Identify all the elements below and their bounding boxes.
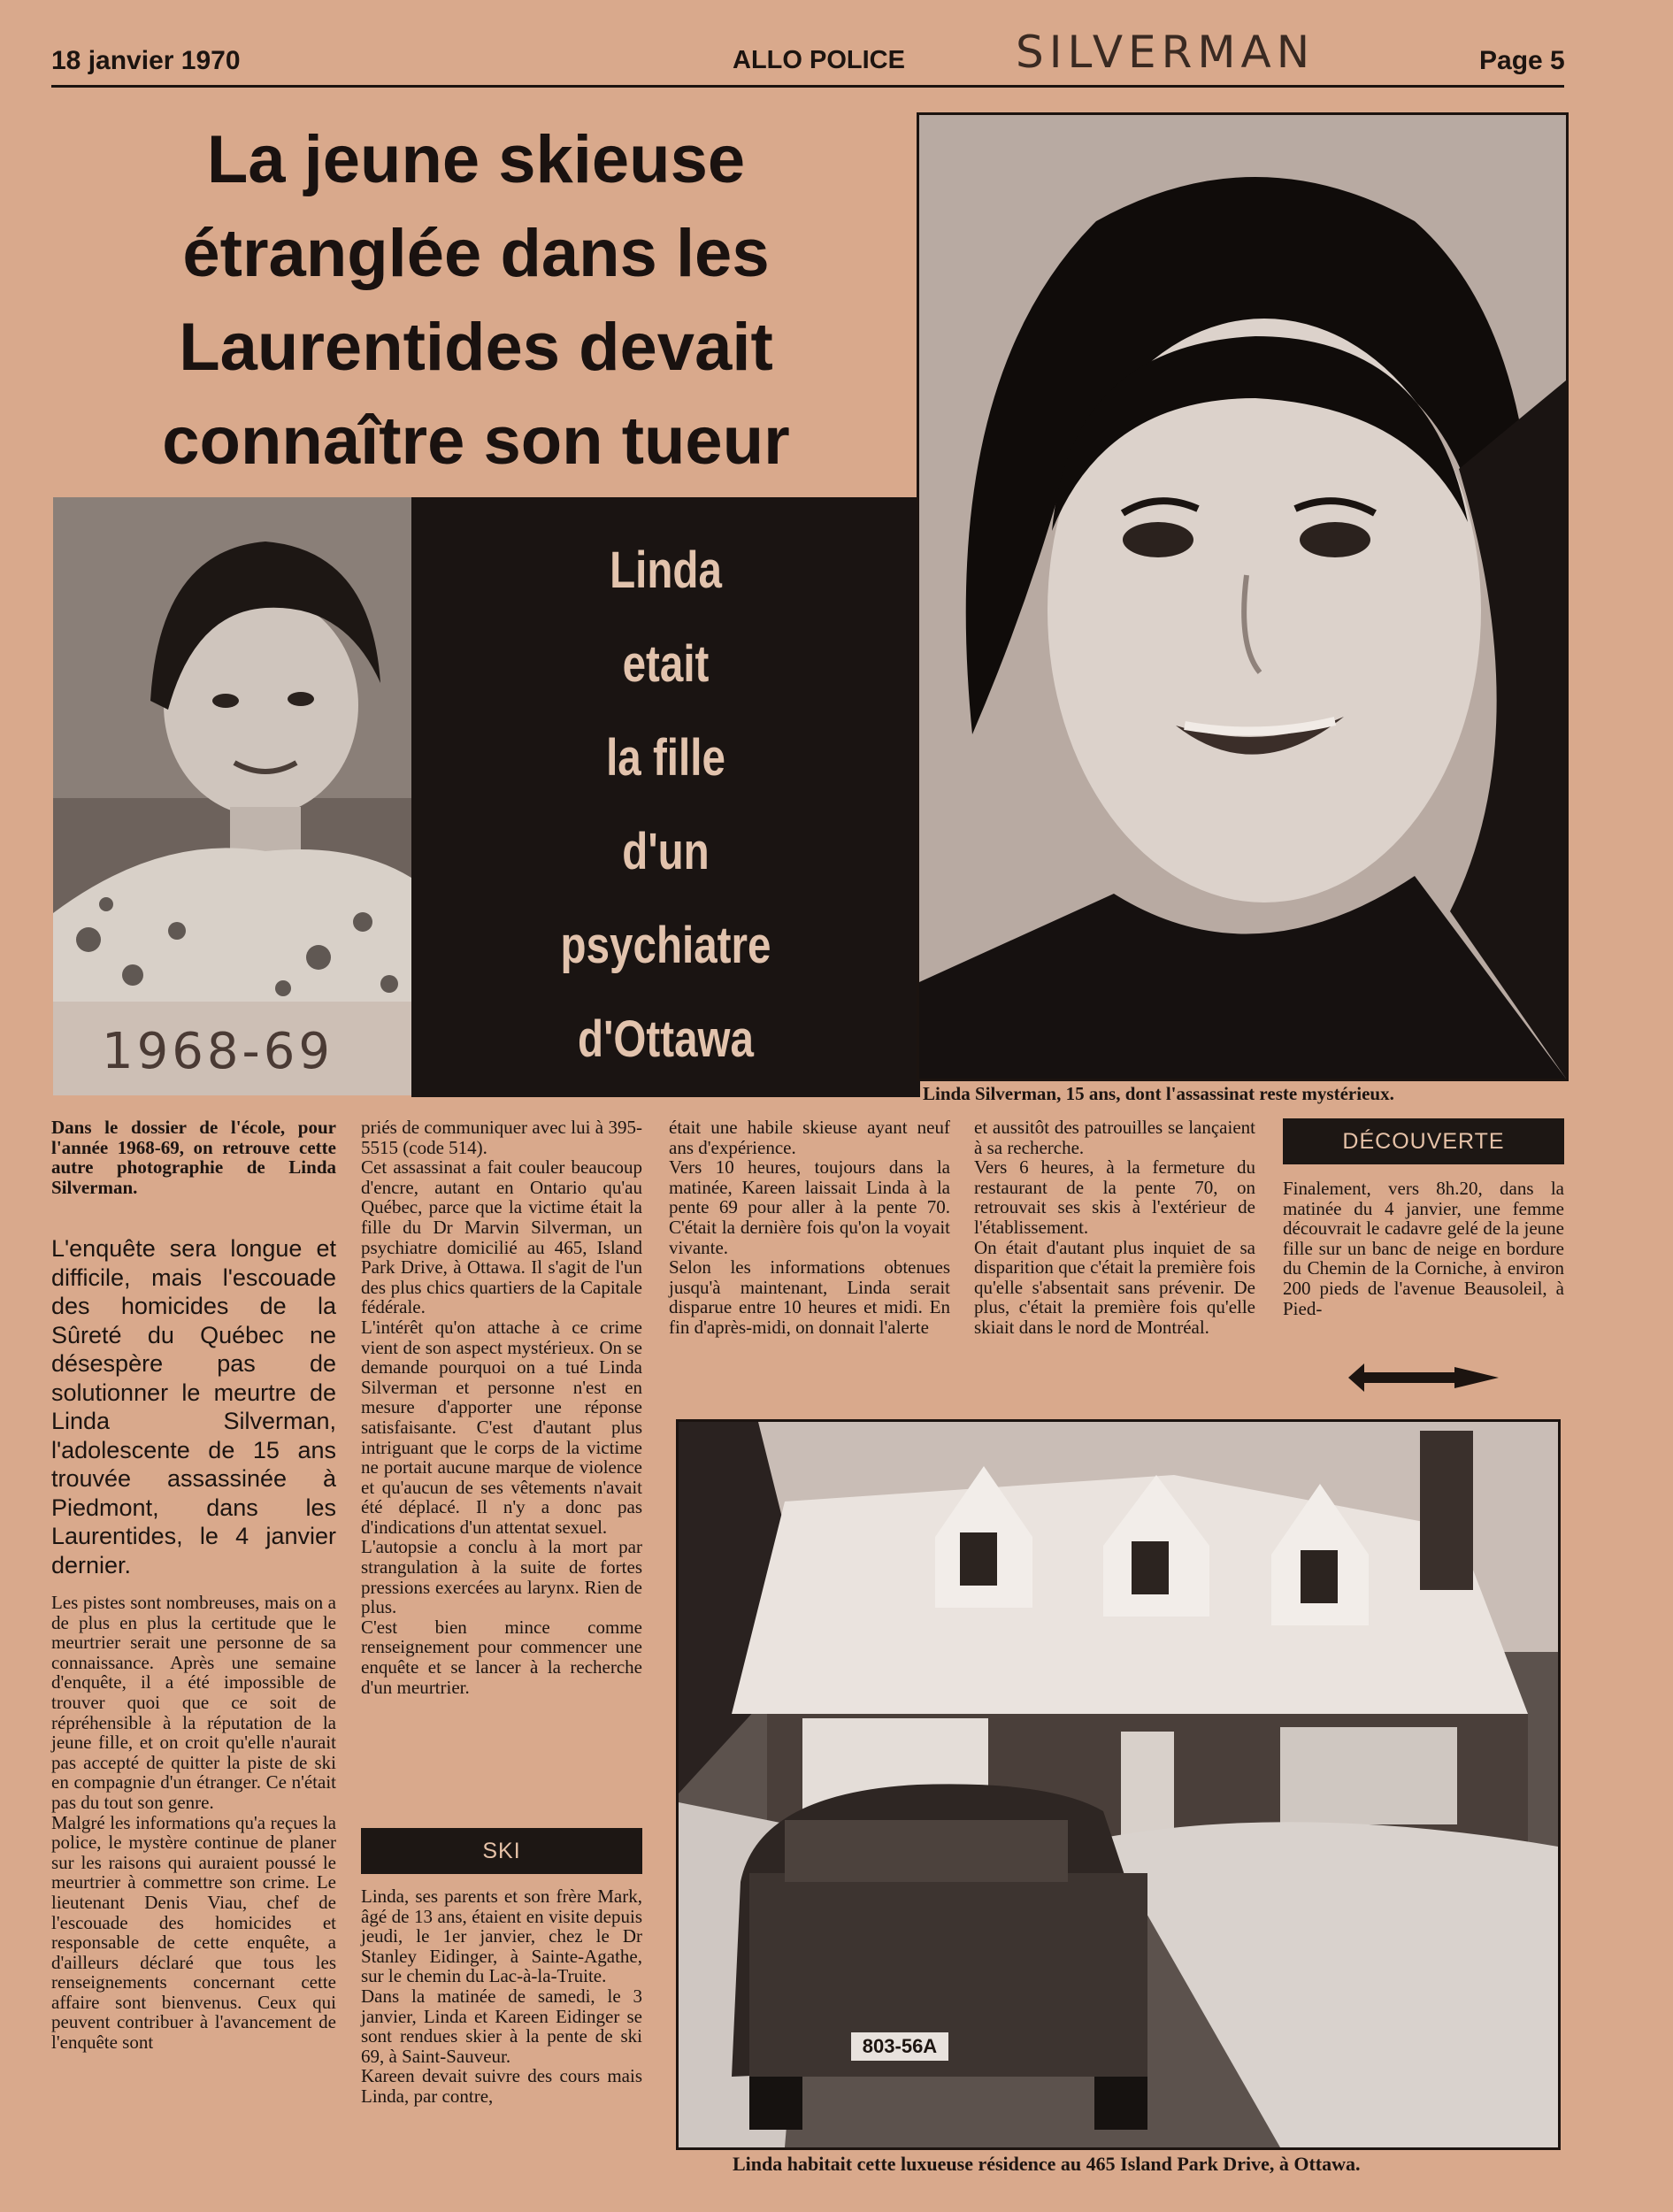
column-2-ski-body: Linda, ses parents et son frère Mark, âgé de 13 ans, étaient en visite depuis jeudi, le 1er janvier, chez le Dr Stanley Eidinger, à Sainte-Agathe, sur le chemin du Lac-à-la-Truite. Dans la matinée de samedi, le 3 janvier, Linda et Kareen Eidinger se sont rendues skier à la pente de ski 69, à Saint-Sauveur. Kareen devait suivre des cours mais Linda, par contre, bbox=[361, 1886, 642, 2107]
house-photo bbox=[676, 1419, 1561, 2150]
section-heading-ski: SKI bbox=[361, 1828, 642, 1874]
school-photo bbox=[53, 497, 411, 1095]
issue-date: 18 janvier 1970 bbox=[51, 46, 241, 75]
sidebar-line-3: la fille bbox=[606, 729, 725, 787]
portrait-photo-image bbox=[919, 115, 1566, 1079]
column-5-body: Finalement, vers 8h.20, dans la matinée du 4 janvier, une femme découvrait le cadavre gelé de la jeune fille sur un banc de neige en bordure du Chemin de la Corniche, à environ 200 pieds de l'avenue Beausoleil, à Pied- bbox=[1283, 1178, 1564, 1319]
school-photo-caption: Dans le dossier de l'école, pour l'année 1968-69, on retrouve cette autre photographie de Linda Silverman. bbox=[51, 1117, 336, 1198]
page-number: Page 5 bbox=[1479, 46, 1565, 75]
portrait-photo bbox=[917, 112, 1569, 1081]
continued-arrow-icon bbox=[1348, 1358, 1499, 1397]
column-1-body: Les pistes sont nombreuses, mais on a de plus en plus la certitude que le meurtrier serait une personne de sa connaissance. Après une semaine d'enquête, il a été impossible de trouver quoi que ce soit de répréhensible à la réputation de la jeune fille, et on croit qu'elle n'aurait pas accepté de quitter la piste de ski en compagnie d'un étranger. Ce n'était pas du tout son genre. Malgré les informations qu'a reçues la police, le mystère continue de planer sur les raisons qui auraient poussé le meurtrier à commettre son crime. Le lieutenant Denis Viau, chef de l'escouade des homicides et responsable de cette enquête, a d'ailleurs déclaré que tous les renseignements concernant cette affaire sont bienvenus. Ceux qui peuvent contribuer à l'avancement de l'enquête sont bbox=[51, 1592, 336, 2054]
license-plate: 803-56A bbox=[862, 2035, 938, 2057]
sidebar-line-1: Linda bbox=[610, 541, 722, 599]
column-2-body: priés de communiquer avec lui à 395-5515 (code 514). Cet assassinat a fait couler beaucoup d'encre, autant en Ontario qu'au Québec, parce que la victime était la fille du Dr Marvin Silverman, un psychiatre domicilié au 465, Island Park Drive, à Ottawa. Il s'agit de l'un des plus chics quartiers de la Capitale fédérale. L'intérêt qu'on attache à ce crime vient de son aspect mystérieux. On se demande pourquoi on a tué Linda Silverman et personne n'est en mesure d'apporter une réponse satisfaisante. C'est d'autant plus intriguant que le corps de la victime ne portait aucune marque de violence et qu'aucun de ses vêtements n'avait été déplacé. Il n'y a donc pas d'indications d'un attentat sexuel. L'autopsie a conclu à la mort par strangulation à la suite de fortes pressions exercées au larynx. Rien de plus. C'est bien mince comme renseignement pour commencer une enquête et se lancer à la recherche d'un meurtrier. bbox=[361, 1117, 642, 1698]
school-photo-image bbox=[53, 497, 411, 1095]
house-caption: Linda habitait cette luxueuse résidence au 465 Island Park Drive, à Ottawa. bbox=[733, 2153, 1361, 2175]
sidebar-line-4: d'un bbox=[622, 823, 710, 880]
sidebar-line-2: etait bbox=[622, 635, 710, 693]
publication-name: ALLO POLICE bbox=[733, 46, 905, 74]
column-3-body: était une habile skieuse ayant neuf ans d'expérience. Vers 10 heures, toujours dans la matinée, Kareen laissait Linda à la pente 69 pour aller à la pente 70. C'était la dernière fois qu'on la voyait vivante. Selon les informations obtenues jusqu'à maintenant, Linda serait disparue entre 10 heures et midi. En fin d'après-midi, on donnait l'alerte bbox=[669, 1117, 950, 1338]
handwritten-name: SILVERMAN bbox=[1016, 27, 1316, 78]
headline-sidebar-box bbox=[411, 497, 920, 1097]
house-photo-image bbox=[679, 1422, 1558, 2147]
header-rule bbox=[51, 85, 1564, 88]
article-lead: L'enquête sera longue et difficile, mais l'escouade des homicides de la Sûreté du Québec ne désespère pas de solutionner le meurtre de Linda Silverman, l'adolescente de 15 ans trouvée assassinée à Piedmont, dans les Laurentides, le 4 janvier dernier. bbox=[51, 1235, 336, 1578]
sidebar-line-5: psychiatre bbox=[560, 917, 771, 974]
portrait-caption: Linda Silverman, 15 ans, dont l'assassinat reste mystérieux. bbox=[923, 1083, 1394, 1104]
handwritten-year: 1968-69 bbox=[102, 1023, 334, 1080]
headline: La jeune skieuse étranglée dans les Laurentides devait connaître son tueur bbox=[162, 122, 790, 479]
section-heading-decouverte: DÉCOUVERTE bbox=[1283, 1118, 1564, 1164]
column-4-body: et aussitôt des patrouilles se lançaient à sa recherche. Vers 6 heures, à la fermeture du restaurant de la pente 70, on retrouvait ses skis à l'extérieur de l'établissement. On était d'autant plus inquiet de sa disparition que c'était la première fois qu'elle s'absentait sans prévenir. De plus, c'était la première fois qu'elle skiait dans le nord de Montréal. bbox=[974, 1117, 1255, 1338]
sidebar-line-6: d'Ottawa bbox=[578, 1010, 754, 1068]
